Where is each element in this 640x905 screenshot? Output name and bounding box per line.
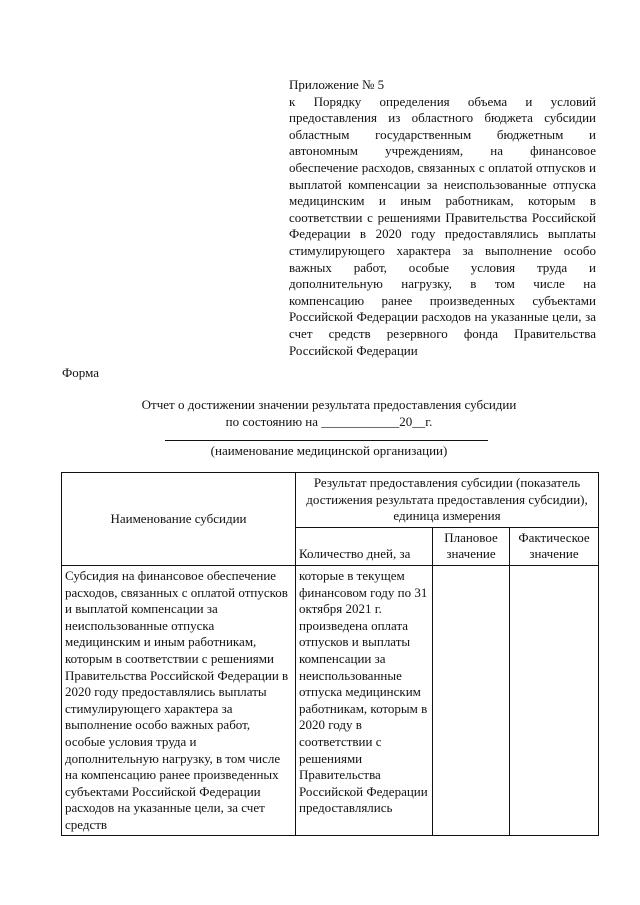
header-result: Результат предоставления субсидии (показатель достижения результата предоставления субсидии), единица измерения xyxy=(296,473,599,528)
organization-caption: (наименование медицинской организации) xyxy=(210,443,448,458)
appendix-text: к Порядку определения объема и условий предоставления из областного бюджета субсидии областным государственным бюджетным и автономным учреждениям, на финансовое обеспечение расходов, связанных с оплатой отпусков и выплатой компенсации за неиспользованные отпуска медицинским и иным работникам, которым в соответствии с решениями Правительства Российской Федерации в 2020 году предоставлялись выплаты стимулирующего характера за выполнение особо важных работ, особые условия труда и дополнительную нагрузку, в том числе на компенсацию ранее произведенных субъектами Российской Федерации расходов на указанные цели, за счет средств резервного фонда Правительства Российской Федерации xyxy=(289,93,596,358)
appendix-block xyxy=(289,77,596,359)
report-title xyxy=(62,396,596,430)
row-planned-value xyxy=(433,565,510,836)
header-actual: Фактическое значение xyxy=(510,527,599,565)
appendix-number: Приложение № 5 xyxy=(289,77,385,92)
header-planned: Плановое значение xyxy=(433,527,510,565)
row-actual-value xyxy=(510,565,599,836)
report-table xyxy=(61,472,599,836)
row-subsidy-name: Субсидия на финансовое обеспечение расходов, связанных с оплатой отпусков и выплатой компенсации за неиспользованные отпуска медицинским и иным работникам, которым в соответствии с решениями Правительства Российской Федерации в 2020 году предоставлялись выплаты стимулирующего характера за выполнение особо важных работ, особые условия труда и дополнительную нагрузку, в том числе на компенсацию ранее произведенных субъектами Российской Федерации расходов на указанные цели, за счет средств xyxy=(62,565,296,836)
row-days: которые в текущем финансовом году по 31 октября 2021 г. произведена оплата отпусков и выплаты компенсации за неиспользованные отпуска медицинским работникам, которым в 2020 году в соответствии с решениями Правительства Российской Федерации предоставлялись xyxy=(296,565,433,836)
report-title-line2: по состоянию на ____________20__г. xyxy=(225,414,433,429)
header-days: Количество дней, за xyxy=(296,527,433,565)
organization-name-line xyxy=(165,440,488,441)
header-subsidy-name: Наименование субсидии xyxy=(62,473,296,566)
form-label: Форма xyxy=(62,365,99,380)
report-title-line1: Отчет о достижении значении результата предоставления субсидии xyxy=(141,397,517,412)
